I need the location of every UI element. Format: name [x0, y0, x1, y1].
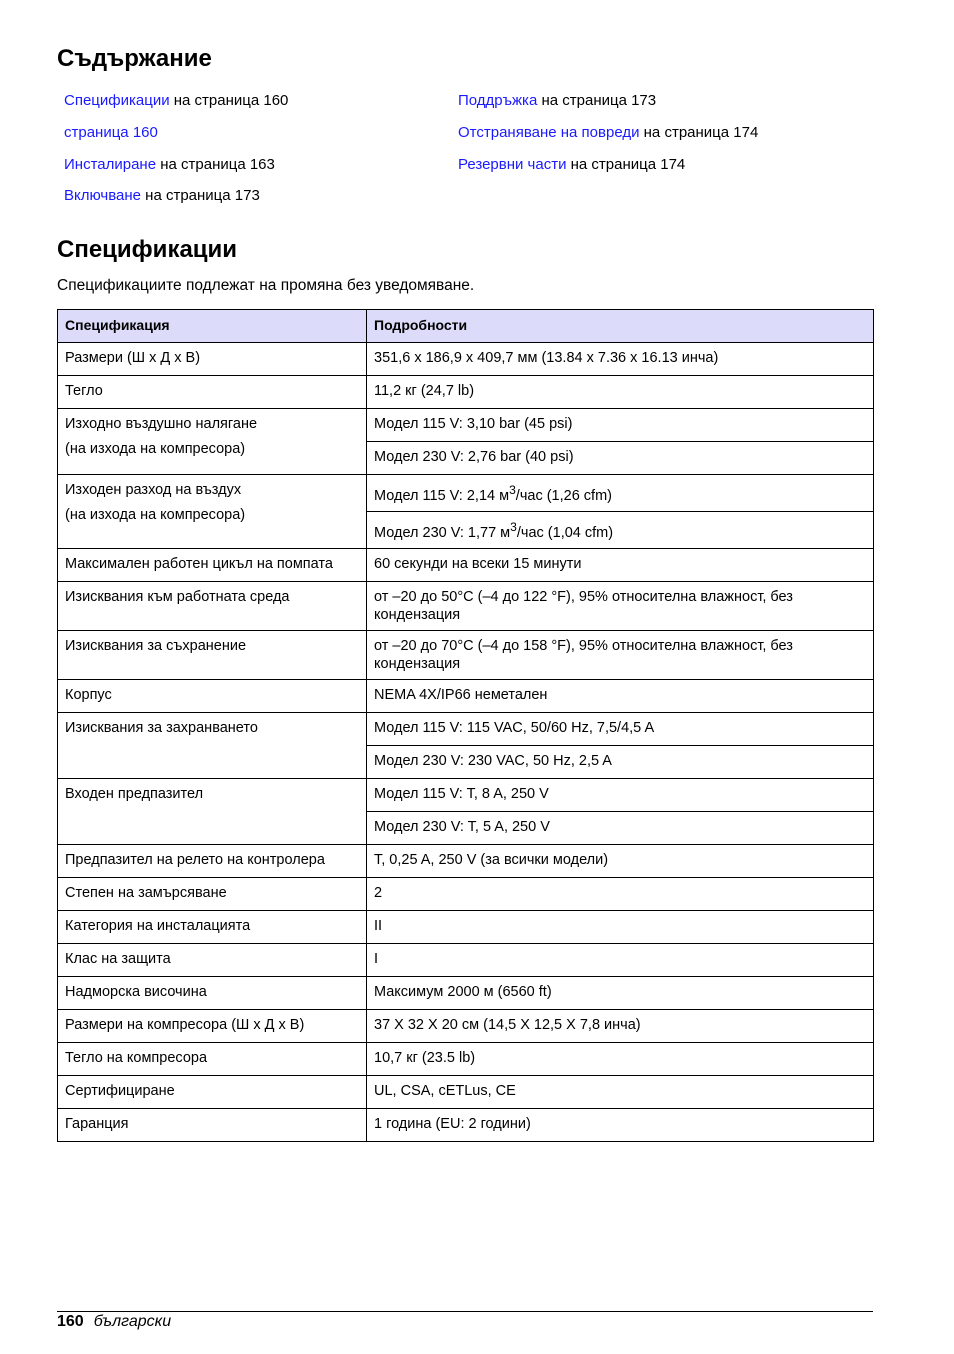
toc-entry	[64, 153, 288, 185]
spec-value: 11,2 кг (24,7 lb)	[367, 376, 874, 409]
toc-entry	[64, 121, 288, 153]
spec-value: Модел 115 V: 115 VAC, 50/60 Hz, 7,5/4,5 A	[367, 712, 874, 745]
toc-page-ref: на страница 174	[566, 155, 686, 173]
spec-name	[58, 475, 367, 549]
table-row	[58, 409, 874, 442]
spec-name: Гаранция	[58, 1108, 367, 1141]
column-header-specification: Спецификация	[58, 310, 367, 343]
superscript: 3	[510, 519, 517, 534]
spec-name	[58, 409, 367, 475]
toc-column-right	[458, 89, 758, 184]
spec-value: 2	[367, 877, 874, 910]
spec-name-note: (на изхода на компресора)	[65, 441, 246, 457]
footer-divider	[57, 1311, 873, 1312]
spec-value: Модел 115 V: T, 8 A, 250 V	[367, 778, 874, 811]
spec-name: Изисквания за захранването	[58, 712, 367, 778]
spec-value: 1 година (EU: 2 години)	[367, 1108, 874, 1141]
spec-name: Входен предпазител	[58, 778, 367, 844]
table-row	[58, 712, 874, 745]
toc-heading: Съдържание	[57, 45, 212, 72]
toc-page-ref: на страница 173	[141, 187, 260, 205]
spec-name-line: Изходно въздушно налягане	[65, 416, 258, 432]
table-row	[58, 679, 874, 712]
toc-link-troubleshooting[interactable]: Отстраняване на повреди	[458, 123, 640, 141]
table-row	[58, 943, 874, 976]
toc-entry	[458, 89, 758, 121]
table-row	[58, 1108, 874, 1141]
spec-name: Клас на защита	[58, 943, 367, 976]
spec-name: Изисквания за съхранение	[58, 630, 367, 679]
toc-link-startup[interactable]: Включване	[64, 187, 141, 205]
spec-name: Степен на замърсяване	[58, 877, 367, 910]
page-footer	[57, 1311, 171, 1333]
toc-entry	[64, 89, 288, 121]
table-row	[58, 976, 874, 1009]
spec-name: Размери на компресора (Ш x Д x В)	[58, 1009, 367, 1042]
table-row	[58, 1075, 874, 1108]
toc-link-maintenance[interactable]: Поддръжка	[458, 92, 538, 109]
spec-value-text: /час (1,26 cfm)	[515, 487, 612, 504]
table-row	[58, 343, 874, 376]
table-row	[58, 877, 874, 910]
toc-link-specifications[interactable]: Спецификации	[64, 92, 170, 109]
spec-value: Модел 230 V: 2,76 bar (40 psi)	[367, 442, 874, 475]
spec-name: Размери (Ш x Д x В)	[58, 343, 367, 376]
spec-value: T, 0,25 A, 250 V (за всички модели)	[367, 844, 874, 877]
spec-name-line: Изходен разход на въздух	[65, 482, 242, 498]
toc-entry	[458, 153, 758, 185]
spec-name: Корпус	[58, 679, 367, 712]
page-number: 160	[57, 1313, 84, 1330]
table-row	[58, 581, 874, 630]
spec-value-text: Модел 230 V: 1,77 м	[374, 524, 511, 541]
spec-name: Категория на инсталацията	[58, 910, 367, 943]
spec-value: UL, CSA, cETLus, CE	[367, 1075, 874, 1108]
specifications-heading: Спецификации	[57, 236, 238, 263]
footer-language: български	[93, 1313, 172, 1330]
spec-value: 10,7 кг (23.5 lb)	[367, 1042, 874, 1075]
toc-page-ref: на страница 173	[537, 92, 657, 109]
spec-value: Модел 230 V: 230 VAC, 50 Hz, 2,5 A	[367, 745, 874, 778]
table-row	[58, 778, 874, 811]
toc-link-replacement-parts[interactable]: Резервни части	[458, 155, 567, 173]
spec-name: Предпазител на релето на контролера	[58, 844, 367, 877]
toc-link-installation[interactable]: Инсталиране	[64, 155, 157, 173]
toc-link-page-160[interactable]: страница 160	[64, 123, 158, 141]
table-row	[58, 376, 874, 409]
table-row	[58, 910, 874, 943]
spec-value: от –20 до 70°C (–4 до 158 °F), 95% относителна влажност, без кондензация	[367, 630, 874, 679]
spec-name: Надморска височина	[58, 976, 367, 1009]
table-row	[58, 844, 874, 877]
spec-value: от –20 до 50°C (–4 до 122 °F), 95% относителна влажност, без кондензация	[367, 581, 874, 630]
table-row	[58, 1009, 874, 1042]
toc-column-left	[64, 89, 288, 216]
spec-name: Сертифициране	[58, 1075, 367, 1108]
toc-entry	[458, 121, 758, 153]
spec-value: NEMA 4X/IP66 неметален	[367, 679, 874, 712]
spec-name: Максимален работен цикъл на помпата	[58, 548, 367, 581]
spec-value	[367, 511, 874, 548]
table-row	[58, 475, 874, 512]
spec-value: Модел 115 V: 3,10 bar (45 psi)	[367, 409, 874, 442]
toc-page-ref: на страница 174	[639, 123, 759, 141]
spec-value: 351,6 x 186,9 x 409,7 мм (13.84 x 7.36 x 16.13 инча)	[367, 343, 874, 376]
table-header-row	[58, 310, 874, 343]
spec-name-note: (на изхода на компресора)	[65, 507, 246, 523]
spec-value: Модел 230 V: T, 5 A, 250 V	[367, 811, 874, 844]
table-row	[58, 548, 874, 581]
toc-page-ref: на страница 163	[156, 155, 275, 173]
spec-value-text: /час (1,04 cfm)	[516, 524, 614, 541]
specifications-table	[57, 309, 874, 1142]
table-row	[58, 630, 874, 679]
toc-page-ref: на страница 160	[169, 92, 289, 109]
spec-name: Тегло на компресора	[58, 1042, 367, 1075]
superscript: 3	[509, 483, 516, 497]
spec-value: Максимум 2000 м (6560 ft)	[367, 976, 874, 1009]
toc-entry	[64, 184, 288, 216]
spec-value-text: Модел 115 V: 2,14 м	[374, 487, 510, 504]
spec-value: 60 секунди на всеки 15 минути	[367, 548, 874, 581]
column-header-details: Подробности	[367, 310, 874, 343]
spec-name: Изисквания към работната среда	[58, 581, 367, 630]
spec-value: 37 X 32 X 20 см (14,5 X 12,5 X 7,8 инча)	[367, 1009, 874, 1042]
spec-name: Тегло	[58, 376, 367, 409]
spec-value: II	[367, 910, 874, 943]
spec-value	[367, 475, 874, 512]
spec-value: I	[367, 943, 874, 976]
specifications-intro: Спецификациите подлежат на промяна без уведомяване.	[57, 277, 475, 294]
table-row	[58, 1042, 874, 1075]
